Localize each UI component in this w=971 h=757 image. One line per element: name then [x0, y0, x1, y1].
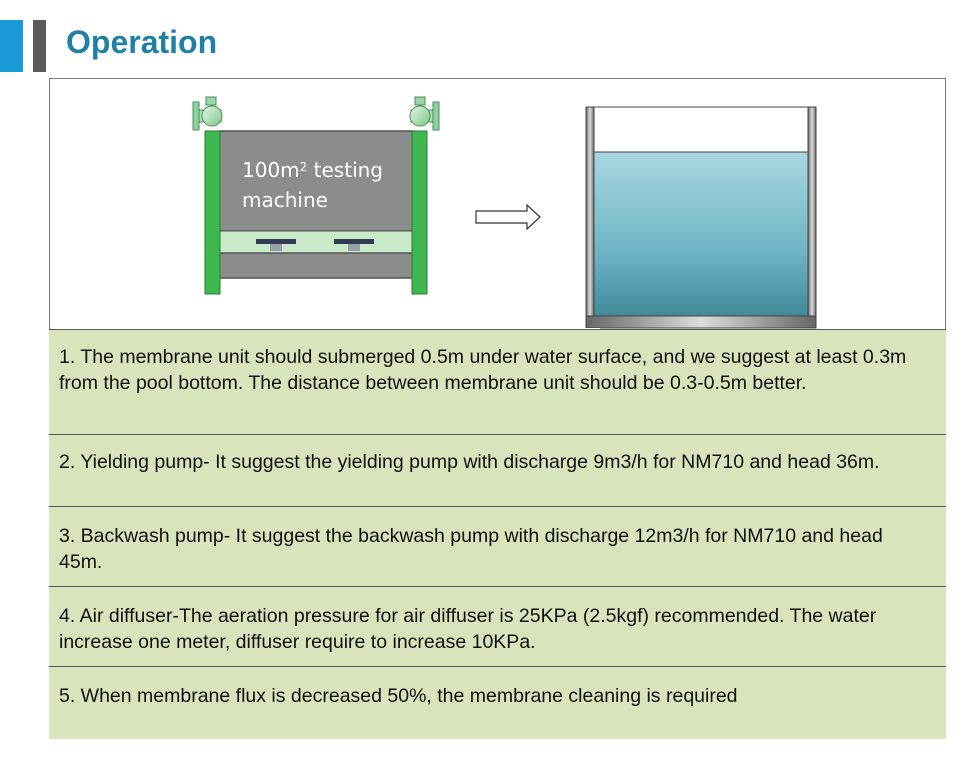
machine-label-superscript: 2	[299, 160, 308, 174]
note-text: 3. Backwash pump- It suggest the backwash pump with discharge 12m3/h for NM710 and head 45m.	[59, 525, 883, 573]
note-text: 1. The membrane unit should submerged 0.5m under water surface, and we suggest at least 0.3m from the pool bottom. The distance between membrane unit should be 0.3-0.5m better.	[59, 346, 907, 394]
arrow-right-icon	[476, 205, 540, 229]
machine-label-suffix: testing	[307, 158, 383, 182]
note-text: 5. When membrane flux is decreased 50%, the membrane cleaning is required	[59, 685, 738, 707]
machine-label	[242, 155, 383, 215]
note-text: 2. Yielding pump- It suggest the yielding pump with discharge 9m3/h for NM710 and head 36m.	[59, 451, 880, 473]
note-text: 4. Air diffuser-The aeration pressure for air diffuser is 25KPa (2.5kgf) recommended. The water increase one meter, diffuser require to increase 10KPa.	[59, 605, 877, 653]
note-row-3	[49, 506, 946, 587]
page-title: Operation	[66, 24, 218, 60]
machine-label-line2: machine	[242, 188, 328, 212]
title-accent-gray	[33, 20, 46, 72]
machine-label-prefix: 100m	[242, 158, 300, 182]
title-accent-blue	[0, 20, 23, 72]
water-tank-icon	[572, 107, 816, 329]
note-row-4	[49, 586, 946, 667]
note-row-2	[49, 434, 946, 507]
note-row-5	[49, 666, 946, 739]
note-row-1	[49, 329, 946, 435]
operation-figure	[49, 78, 946, 330]
